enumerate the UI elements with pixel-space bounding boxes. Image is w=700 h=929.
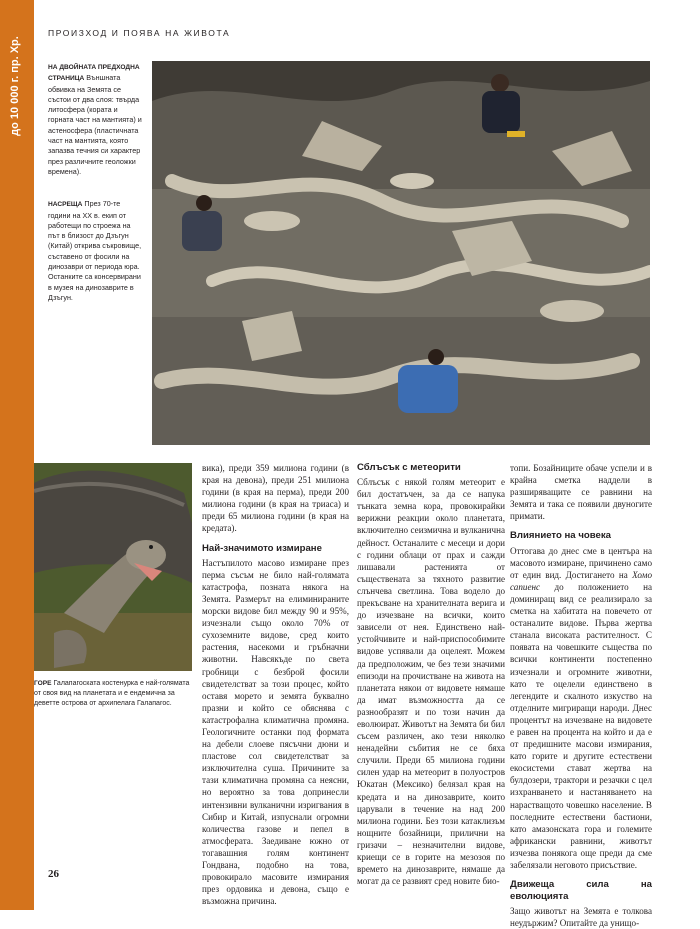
caption-previous-spread — [48, 62, 144, 177]
page-number: 26 — [48, 868, 59, 880]
caption-head: НАСРЕЩА — [48, 201, 83, 209]
text-run: Оттогава до днес сме в центъра на масовото измиране, причинено само от един вид. Достигането на — [510, 545, 652, 580]
fossil-excavation-photo — [152, 61, 650, 445]
paragraph: Настъпилото масово измиране през перма съсъм не било най-голямата катастрофа, позната някога на Земята. Размерът на елиминираните морски видове бил между 90 и 95%, изчезнали също около 70% от сухоземните видове, сред които растения, насекоми и гръбначни животни. Навсякъде по света гробници с безброй фосили свидетелстват за този процес, който оставя морето и земята буквално празни и който се обяснява с катастрофална климатична промяна. Геологичните останки под формата на дебели слоеве пясъчни дюни и пластове сол свидетелстват за изключителна суша. Причините за тази климатична промяна са неясни, но вероятно за това допринесли интензивни вулканични изригвания в Сибир и Китай, изпуснали огромни количества газове и пепел в атмосферата. Заедиване южно от тогавашния голям континент Гондвана, подобно на това, провокирало масовите измирания през ордовика и девона, също е възможна причина. — [202, 557, 349, 907]
paragraph: Сблъсък с някой голям метеорит е бил достатъчен, за да се напука тънката земна кора, провокирайки верижни реакции около планетата, включително сеизмична и вулканична дейност. Останалите с месеци и дори с години облаци от прах и сажди лишавали растенията от съществената за тяхното развитие слънчева светлина. Това водело до прекъсване на хранителната верига и до изчезване на всички, които зависели от нея. Единствено най-устойчивите и най-приспособимите видове успявали да оцелеят. Можем да предположим, че без тези значими епизоди на прочистване на живота на планетата някои от видовете нямаше да имат възможността да се разнообразят и по този начин да еволюират. Животът на Земята би бил съсем различен, ако тези няколко ненадейни събития не се бяха случили. Преди 65 милиона години силен удар на метеорит в полуостров Юкатан (Мексико) белязал края на кредата и на динозаврите, които царували в течение на над 200 милиона години. Без този катаклизъм нощните бозайници, прилични на гризачи – незначителни видове, криещи се в горите на мезозоя по времето на динозаврите, нямаше да могат да се развият сред новите био- — [357, 477, 505, 887]
tortoise-caption — [34, 679, 194, 709]
tortoise-illustration — [34, 463, 192, 671]
section-heading: Най-значимото измиране — [202, 542, 322, 554]
side-color-band — [0, 0, 34, 910]
caption-head: НА ДВОЙНАТА ПРЕДХОДНА СТРАНИЦА — [48, 64, 140, 83]
text-column-2 — [357, 462, 505, 887]
caption-opposite — [48, 199, 144, 303]
fossil-excavation-illustration — [152, 61, 650, 445]
section-heading: Сблъсък с метеорити — [357, 462, 461, 473]
running-head: ПРОИЗХОД И ПОЯВА НА ЖИВОТА — [48, 28, 231, 38]
species-name: Хомо сапиенс — [510, 569, 652, 592]
paragraph: вика), преди 359 милиона години (в края на девона), преди 251 милиона години (в края на перма), преди 200 милиона години (в края на триаса) и преди 65 милиона години (в края на кредата). — [202, 463, 349, 534]
text-column-3 — [510, 462, 652, 929]
paragraph: топи. Бозайниците обаче успели и в крайна сметка наддели в разширяващите се равнини на Земята и така се появили двуногите примати. — [510, 463, 652, 522]
galapagos-tortoise-photo — [34, 463, 192, 671]
caption-text: Външната обвивка на Земята се състои от два слоя: твърда литосфера (кората и горната част на мантията) и астеносфера (пластичната част на мантията, която запазва течния си характер през различните геоложки времена). — [48, 73, 142, 176]
text-column-1 — [202, 462, 349, 907]
photo-captions — [48, 62, 144, 325]
caption-head: ГОРЕ — [34, 680, 52, 687]
side-date-label: до 10 000 г. пр. Хр. — [9, 36, 21, 136]
section-heading: Движеща сила на еволюцията — [510, 879, 652, 903]
paragraph — [510, 545, 652, 872]
text-run: до положението на доминиращ вид се реализирало за сметка на хабитата на повечето от останалите видове. Първа жертва станала високата растителност. С появата на човешките същества по всички континенти постепенно изчезнали и огромните животни, като те оцелели единствено в легендите и скалното изкуство на отделните мигриращи народи. Днес процентът на изчезване на видовете е равен на процента на който и да е от предишните масови измирания, като горите и другите естествени екосистеми стават жертва на булдозери, трактори и резачки с цел изхранването и настаняването на нарастващото човешко население. В последните естествени бастиони, като амазонската гора и големите африкански равнини, животът изчезва понякога още преди да сме забелязали неговото присъствие. — [510, 581, 652, 870]
section-heading: Влиянието на човека — [510, 530, 611, 542]
caption-text: Галапагоската костенурка е най-голямата от своя вид на планетата и е ендемична за деветте острова от архипелага Галапагос. — [34, 680, 190, 707]
caption-text: През 70-те години на ХХ в. екип от работещи по строежа на път в близост до Дзъгун (Китай) открива съкровище, съставено от фосили на динозаври от периода юра. Останките са консервирани в музея на динозаврите в Дзъгун. — [48, 199, 142, 302]
paragraph: Защо животът на Земята е толкова неудържим? Опитайте да унищо- — [510, 906, 652, 929]
